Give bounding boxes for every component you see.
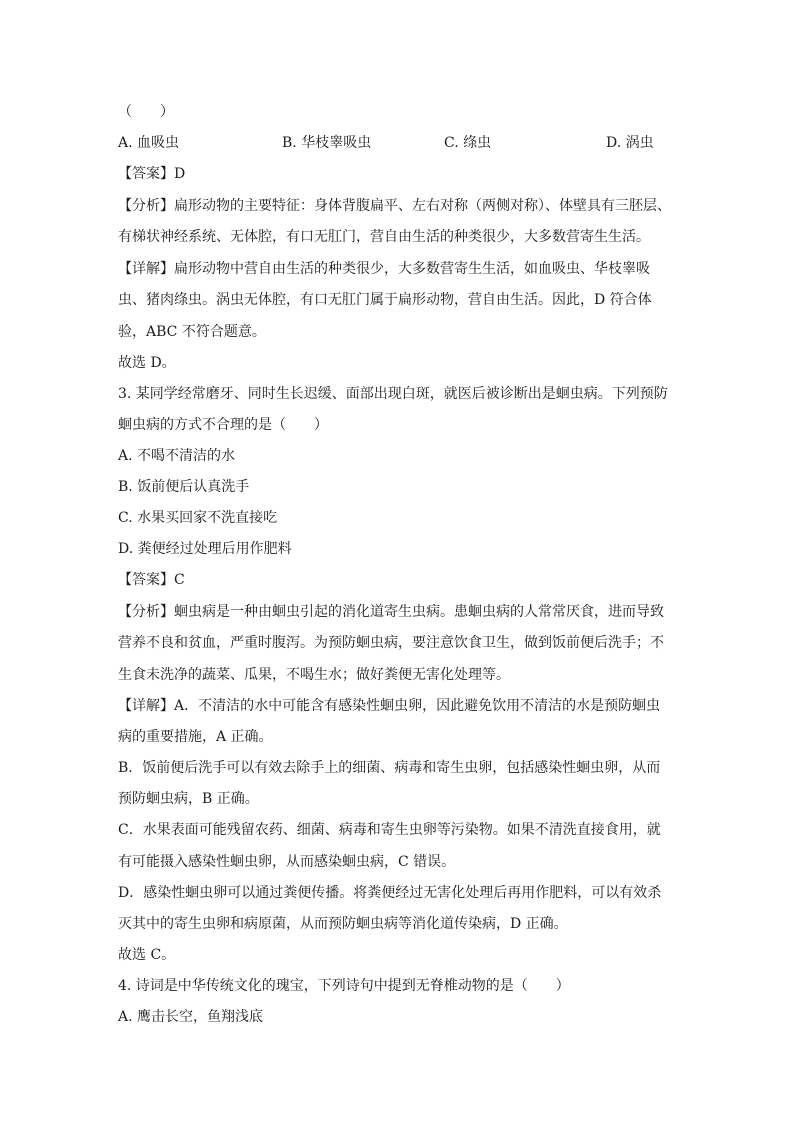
q2-detail-line-1: 【详解】扁形动物中营自由生活的种类很少，大多数营寄生生活，如血吸虫、华枝睾吸 [118, 261, 650, 277]
q2-analysis-line-2: 有梯状神经系统、无体腔，有口无肛门，营自由生活的种类很少，大多数营寄生生活。 [118, 229, 650, 245]
q3-detail-line-2: 病的重要措施，A 正确。 [118, 729, 273, 745]
q3-detail-line-5: C．水果表面可能残留农药、细菌、病毒和寄生虫卵等污染物。如果不清洗直接食用，就 [118, 822, 661, 838]
q3-option-b: B. 饭前便后认真洗手 [118, 479, 250, 495]
q3-analysis-line-1: 【分析】蛔虫病是一种由蛔虫引起的消化道寄生虫病。患蛔虫病的人常常厌食，进而导致 [118, 604, 664, 620]
q3-stem-line-1: 3. 某同学经常磨牙、同时生长迟缓、面部出现白斑，就医后被诊断出是蛔虫病。下列预防 [118, 386, 668, 402]
q2-option-a: A. 血吸虫 [118, 135, 180, 151]
q2-stem-tail: （ ） [118, 104, 174, 120]
q3-stem-line-2: 蛔虫病的方式不合理的是（ ） [118, 417, 328, 433]
q3-analysis-line-2: 营养不良和贫血，严重时腹泻。为预防蛔虫病，要注意饮食卫生，做到饭前便后洗手；不 [118, 635, 664, 651]
q3-detail-line-8: 灭其中的寄生虫卵和病原菌，从而预防蛔虫病等消化道传染病，D 正确。 [118, 916, 568, 932]
q2-detail-line-3: 验，ABC 不符合题意。 [118, 324, 266, 340]
q2-detail-line-2: 虫、猪肉绦虫。涡虫无体腔，有口无肛门属于扁形动物，营自由生活。因此，D 符合体 [118, 292, 652, 308]
q2-option-d: D. 涡虫 [606, 135, 654, 151]
q3-option-d: D. 粪便经过处理后用作肥料 [118, 541, 292, 557]
q4-stem: 4. 诗词是中华传统文化的瑰宝，下列诗句中提到无脊椎动物的是（ ） [118, 978, 570, 994]
q3-conclusion: 故选 C。 [118, 947, 176, 963]
q3-detail-line-7: D．感染性蛔虫卵可以通过粪便传播。将粪便经过无害化处理后再用作肥料，可以有效杀 [118, 885, 662, 901]
q3-option-a: A. 不喝不清洁的水 [118, 448, 236, 464]
q2-option-c: C. 绦虫 [444, 135, 492, 151]
q3-detail-line-4: 预防蛔虫病，B 正确。 [118, 791, 259, 807]
q2-answer: 【答案】D [118, 166, 186, 182]
q3-detail-line-1: 【详解】A．不清洁的水中可能含有感染性蛔虫卵，因此避免饮用不清洁的水是预防蛔虫 [118, 698, 661, 714]
q4-option-a: A. 鹰击长空，鱼翔浅底 [118, 1009, 264, 1025]
q2-option-b: B. 华枝睾吸虫 [282, 135, 372, 151]
q3-answer: 【答案】C [118, 572, 185, 588]
q3-detail-line-6: 有可能摄入感染性蛔虫卵，从而感染蛔虫病，C 错误。 [118, 854, 456, 870]
q3-analysis-line-3: 生食未洗净的蔬菜、瓜果，不喝生水；做好粪便无害化处理等。 [118, 667, 510, 683]
q2-analysis-line-1: 【分析】扁形动物的主要特征：身体背腹扁平、左右对称（两侧对称）、体壁具有三胚层、 [118, 198, 671, 214]
q3-option-c: C. 水果买回家不洗直接吃 [118, 510, 278, 526]
q3-detail-line-3: B．饭前便后洗手可以有效去除手上的细菌、病毒和寄生虫卵，包括感染性蛔虫卵，从而 [118, 760, 661, 776]
q2-conclusion: 故选 D。 [118, 355, 176, 371]
q2-options [118, 134, 678, 152]
